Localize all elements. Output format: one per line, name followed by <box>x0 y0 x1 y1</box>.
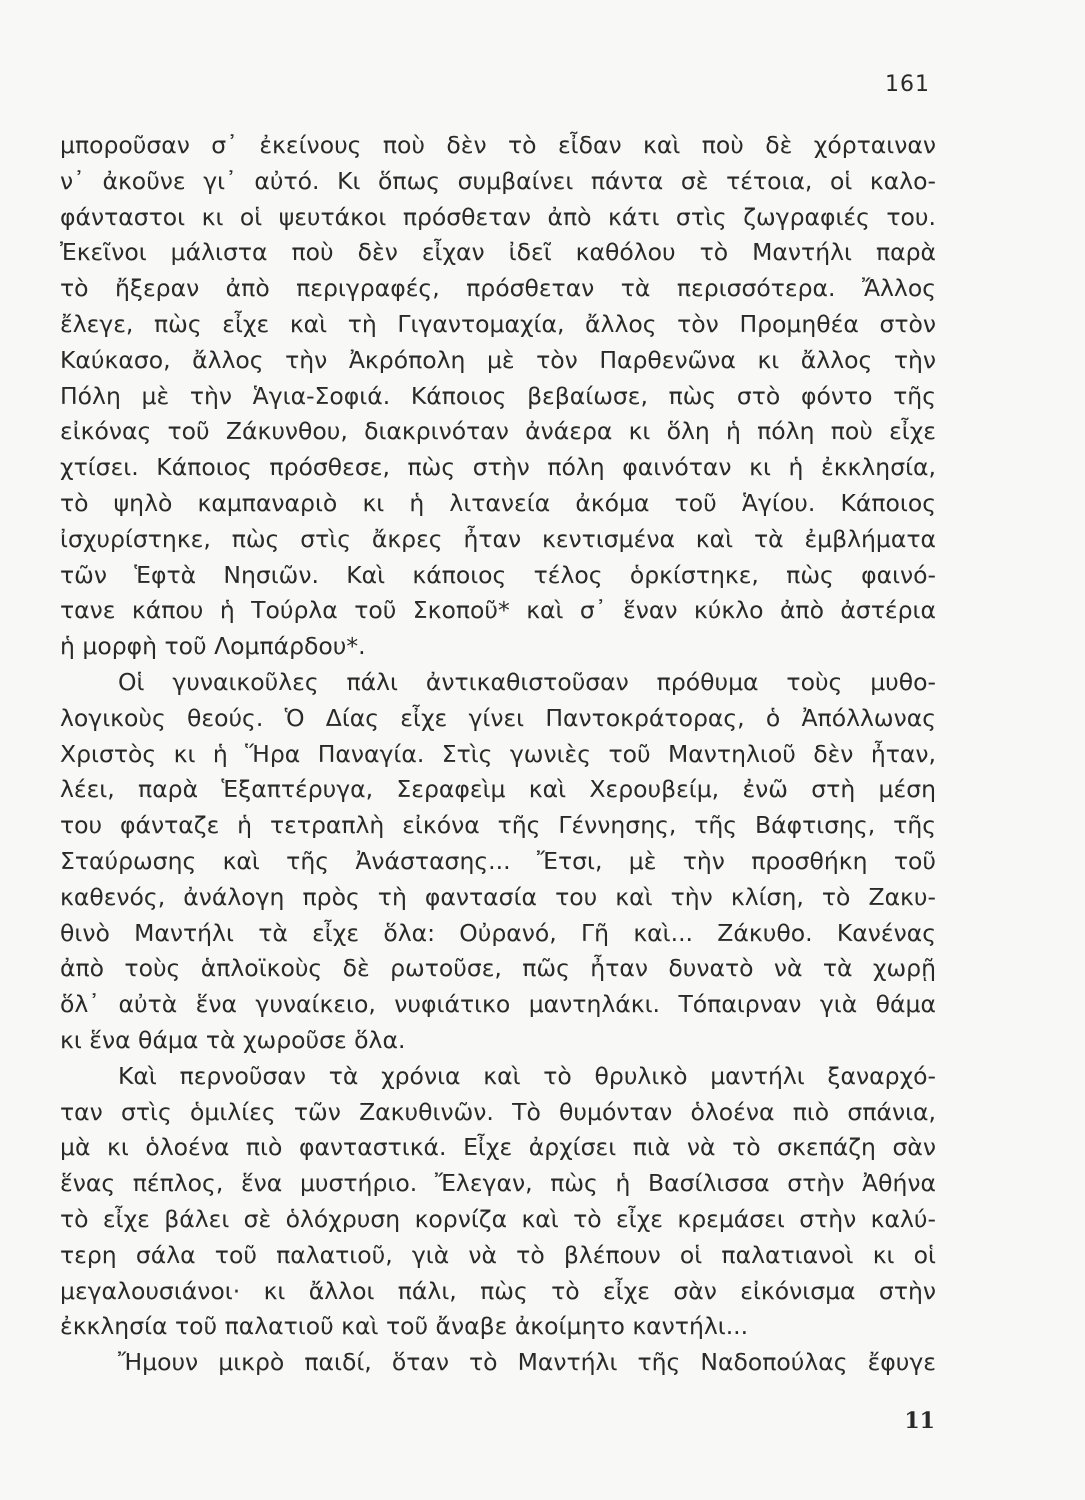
text-line: λογικοὺς θεούς. Ὁ Δίας εἶχε γίνει Παντοκράτορας, ὁ Ἀπόλλωνας <box>60 703 936 732</box>
page-number: 161 <box>885 72 930 97</box>
text-line: ὅλ᾽ αὐτὰ ἕνα γυναίκειο, νυφιάτικο μαντηλάκι. Τόπαιρναν γιὰ θάμα <box>60 990 936 1019</box>
text-line: ἰσχυρίστηκε, πὼς στὶς ἄκρες ἦταν κεντισμένα καὶ τὰ ἐμβλήματα <box>60 524 936 553</box>
text-line: φάνταστοι κι οἱ ψευτάκοι πρόσθεταν ἀπὸ κάτι στὶς ζωγραφιές του. <box>60 202 936 231</box>
text-line: κι ἕνα θάμα τὰ χωροῦσε ὅλα. <box>60 1025 406 1054</box>
text-line: Καὶ περνοῦσαν τὰ χρόνια καὶ τὸ θρυλικὸ μαντήλι ξαναρχό- <box>118 1061 936 1090</box>
text-line: Οἱ γυναικοῦλες πάλι ἀντικαθιστοῦσαν πρόθυμα τοὺς μυθο- <box>118 667 936 696</box>
text-line: λέει, παρὰ Ἑξαπτέρυγα, Σεραφεὶμ καὶ Χερουβείμ, ἐνῶ στὴ μέση <box>60 775 936 804</box>
text-line: ἕνας πέπλος, ἕνα μυστήριο. Ἔλεγαν, πὼς ἡ Βασίλισσα στὴν Ἀθήνα <box>60 1169 936 1198</box>
text-line: εἰκόνας τοῦ Ζάκυνθου, διακρινόταν ἀνάερα κι ὅλη ἡ πόλη ποὺ εἶχε <box>60 417 936 446</box>
text-line: μποροῦσαν σ᾽ ἐκείνους ποὺ δὲν τὸ εἶδαν καὶ ποὺ δὲ χόρταιναν <box>60 131 936 159</box>
text-line: καθενός, ἀνάλογη πρὸς τὴ φαντασία του καὶ τὴν κλίση, τὸ Ζακυ- <box>60 882 936 911</box>
text-line: ν᾽ ἀκοῦνε γι᾽ αὐτό. Κι ὅπως συμβαίνει πάντα σὲ τέτοια, οἱ καλο- <box>60 166 936 195</box>
signature-mark: 11 <box>904 1408 935 1434</box>
text-line: χτίσει. Κάποιος πρόσθεσε, πὼς στὴν πόλη φαινόταν κι ἡ ἐκκλησία, <box>60 453 936 482</box>
text-line: Ἐκεῖνοι μάλιστα ποὺ δὲν εἶχαν ἰδεῖ καθόλου τὸ Μαντήλι παρὰ <box>60 238 936 267</box>
body-text <box>60 128 936 1381</box>
text-line: τὸ εἶχε βάλει σὲ ὁλόχρυση κορνίζα καὶ τὸ εἶχε κρεμάσει στὴν καλύ- <box>60 1204 936 1233</box>
text-line: Χριστὸς κι ἡ Ἥρα Παναγία. Στὶς γωνιὲς τοῦ Μαντηλιοῦ δὲν ἦταν, <box>60 739 936 768</box>
text-line: τανε κάπου ἡ Τούρλα τοῦ Σκοποῦ* καὶ σ᾽ ἕναν κύκλο ἀπὸ ἀστέρια <box>60 596 936 625</box>
text-line: μὰ κι ὁλοένα πιὸ φανταστικά. Εἶχε ἀρχίσει πιὰ νὰ τὸ σκεπάζη σὰν <box>60 1133 936 1162</box>
text-line: μεγαλουσιάνοι· κι ἄλλοι πάλι, πὼς τὸ εἶχε σὰν εἰκόνισμα στὴν <box>60 1276 936 1305</box>
text-line: Σταύρωσης καὶ τῆς Ἀνάστασης... Ἔτσι, μὲ τὴν προσθήκη τοῦ <box>60 846 936 875</box>
text-line: θινὸ Μαντήλι τὰ εἶχε ὅλα: Οὐρανό, Γῆ καὶ... Ζάκυθο. Κανένας <box>60 918 936 947</box>
text-line: τερη σάλα τοῦ παλατιοῦ, γιὰ νὰ τὸ βλέπουν οἱ παλατιανοὶ κι οἱ <box>60 1240 936 1269</box>
text-line: ἐκκλησία τοῦ παλατιοῦ καὶ τοῦ ἄναβε ἀκοίμητο καντήλι... <box>60 1312 749 1341</box>
text-line: ἀπὸ τοὺς ἁπλοϊκοὺς δὲ ρωτοῦσε, πῶς ἦταν δυνατὸ νὰ τὰ χωρῇ <box>60 954 936 983</box>
text-line: ἡ μορφὴ τοῦ Λομπάρδου*. <box>60 632 366 661</box>
text-line: Ἤμουν μικρὸ παιδί, ὅταν τὸ Μαντήλι τῆς Ναδοπούλας ἔφυγε <box>118 1348 936 1377</box>
text-line: Πόλη μὲ τὴν Ἁγια-Σοφιά. Κάποιος βεβαίωσε, πὼς στὸ φόντο τῆς <box>60 381 936 410</box>
text-line: τῶν Ἑφτὰ Νησιῶν. Καὶ κάποιος τέλος ὁρκίστηκε, πὼς φαινό- <box>60 560 936 589</box>
text-line: του φάνταζε ἡ τετραπλὴ εἰκόνα τῆς Γέννησης, τῆς Βάφτισης, τῆς <box>60 811 936 840</box>
text-line: ἔλεγε, πὼς εἶχε καὶ τὴ Γιγαντομαχία, ἄλλος τὸν Προμηθέα στὸν <box>60 309 936 338</box>
text-line: ταν στὶς ὁμιλίες τῶν Ζακυθινῶν. Τὸ θυμόνταν ὁλοένα πιὸ σπάνια, <box>60 1097 936 1126</box>
text-line: Καύκασο, ἄλλος τὴν Ἀκρόπολη μὲ τὸν Παρθενῶνα κι ἄλλος τὴν <box>60 345 936 374</box>
text-line: τὸ ἤξεραν ἀπὸ περιγραφές, πρόσθεταν τὰ περισσότερα. Ἄλλος <box>60 274 936 303</box>
text-line: τὸ ψηλὸ καμπαναριὸ κι ἡ λιτανεία ἀκόμα τοῦ Ἁγίου. Κάποιος <box>60 488 936 517</box>
